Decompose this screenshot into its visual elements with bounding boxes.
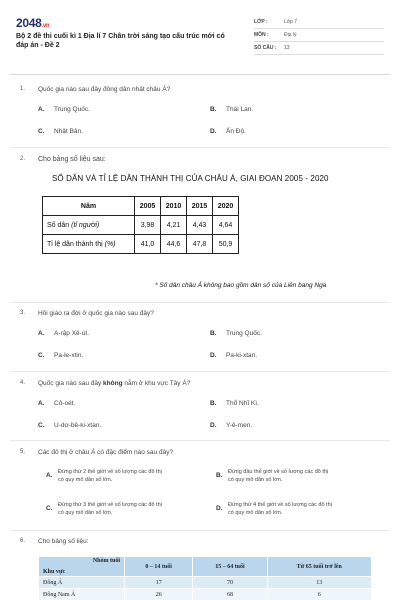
- table-row: Tỉ lệ dân thành thị (%) 41,0 44,6 47,8 50,9: [43, 235, 239, 254]
- question-number: 5.: [20, 449, 26, 455]
- question-divider: [10, 302, 390, 303]
- option-d[interactable]: D. Đứng thứ 4 thế giới về số lượng các đô thị có quy mô dân số lớn.: [216, 502, 332, 516]
- table-row: Đông Á 17 70 13: [39, 577, 372, 589]
- population-table: [42, 196, 239, 254]
- option-b[interactable]: B. Thổ Nhĩ Kì.: [210, 400, 259, 407]
- table-header-row: Nhóm tuổi Khu vực 0 – 14 tuổi 15 – 64 tuổi Từ 65 tuổi trở lên: [39, 557, 372, 577]
- option-b[interactable]: B. Trung Quốc.: [210, 330, 262, 337]
- question-number: 3.: [20, 310, 26, 316]
- option-c[interactable]: C. Nhật Bản.: [38, 128, 83, 135]
- question-divider: [10, 147, 390, 148]
- age-structure-table: [38, 556, 372, 600]
- question-number: 2.: [20, 156, 26, 162]
- meta-class-value: Lớp 7: [284, 19, 298, 25]
- question-text: Cho bảng số liệu sau:: [38, 156, 106, 163]
- question-divider: [10, 440, 390, 441]
- meta-count-value: 13: [284, 45, 290, 51]
- meta-subject-value: Địa lý: [284, 32, 297, 38]
- option-d[interactable]: D. Ấn Độ.: [210, 128, 246, 135]
- table-footnote: * Số dân châu Á không bao gồm dân số của Liên bang Nga: [155, 282, 327, 289]
- meta-class-row: LỚP : Lớp 7: [254, 16, 384, 29]
- exam-meta: [254, 16, 384, 55]
- question-divider: [10, 530, 390, 531]
- page-header: [10, 6, 390, 68]
- table-row: Số dân (tỉ người) 3,98 4,21 4,43 4,64: [43, 216, 239, 235]
- option-d[interactable]: D. Pa-ki-xtan.: [210, 352, 258, 359]
- option-c[interactable]: C. Đứng thứ 3 thế giới về số lượng các đô thị có quy mô dân số lớn.: [46, 502, 162, 516]
- question-text: Các đô thị ở châu Á có đặc điểm nào sau đây?: [38, 449, 174, 456]
- option-c[interactable]: C. U-dơ-bê-ki-xtan.: [38, 422, 102, 429]
- question-number: 1.: [20, 86, 26, 92]
- meta-count-row: SỐ CÂU : 13: [254, 42, 384, 55]
- question-divider: [10, 371, 390, 372]
- corner-header: Nhóm tuổi Khu vực: [39, 557, 125, 577]
- table-row: Đông Nam Á 26 68 6: [39, 589, 372, 600]
- option-a[interactable]: A. A-rập Xê-út.: [38, 330, 90, 337]
- exam-title: Bộ 2 đề thi cuối kì 1 Địa lí 7 Chân trời sáng tạo cấu trúc mới có đáp án - Đề 2: [16, 33, 225, 49]
- table-title: SỐ DÂN VÀ TỈ LỆ DÂN THÀNH THỊ CỦA CHÂU Á, GIAI ĐOẠN 2005 - 2020: [52, 174, 329, 183]
- option-d[interactable]: D. Y-ê-men.: [210, 422, 253, 429]
- header-divider: [10, 74, 390, 75]
- table-header-row: Năm 2005 2010 2015 2020: [43, 197, 239, 216]
- option-a[interactable]: A. Đứng thứ 2 thế giới về số lượng các đô thị có quy mô dân số lớn.: [46, 469, 162, 483]
- option-c[interactable]: C. Pa-le-xtin.: [38, 352, 84, 359]
- option-b[interactable]: B. Đứng đầu thế giới về số lượng các đô thị có quy mô dân số lớn.: [216, 469, 329, 483]
- option-a[interactable]: A. Trung Quốc.: [38, 106, 90, 113]
- option-a[interactable]: A. Cô-oét.: [38, 400, 76, 407]
- exam-page: [10, 6, 390, 600]
- question-text: Cho bảng số liệu:: [38, 538, 89, 545]
- option-b[interactable]: B. Thái Lan.: [210, 106, 254, 113]
- site-logo[interactable]: 2048.vn: [16, 16, 50, 30]
- meta-subject-row: MÔN : Địa lý: [254, 29, 384, 42]
- question-text: Quốc gia nào sau đây không nằm ở khu vực Tây Á?: [38, 380, 191, 387]
- question-number: 6.: [20, 538, 26, 544]
- question-number: 4.: [20, 380, 26, 386]
- question-text: Hồi giáo ra đời ở quốc gia nào sau đây?: [38, 310, 154, 317]
- question-text: Quốc gia nào sau đây đông dân nhất châu Á?: [38, 86, 171, 93]
